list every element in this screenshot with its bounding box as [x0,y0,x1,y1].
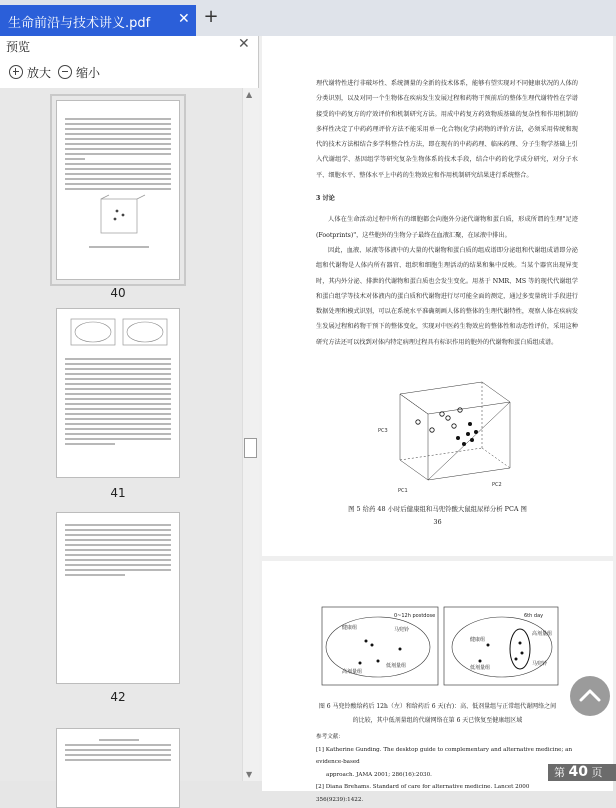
paragraph: 理代谢特性进行非破坏性、系统测量的全新的技术体系，能够有望实现对不同健康状况的人体的分类识别，以及对同一个生物体在疾病发生发展过程和药物干预前后的整体生理代谢特性在学谱接受的中药复方的疗效评价和机制研究方法。用成中药复方药效物质基础的复杂性和作用机制的多样性决定了中药药理评价方法不能采用单一化合物(化学)药物的评价方法，必须采用传统和现代的技术方法相结合多学科整合性方法，即在现有的中药药理、临床药理、分子生物学基础上引入代谢组学、基因组学等研究复杂生物体系的技术手段，结合中药的化学成分研究，对分子水平、细胞水平、整体水平上中药的生物效应和作用机制研究结果进行系统整合。 [316,80,578,179]
zoom-out-icon [58,65,72,79]
pdf-page-41 [262,561,613,803]
zoom-out-button[interactable] [58,63,100,81]
group-label: 马兜铃 [532,661,548,667]
scrollbar-handle[interactable] [244,438,257,458]
close-tab-icon[interactable]: ✕ [178,11,190,27]
chevron-up-icon [570,676,610,716]
panel-title: 6th day [524,613,544,619]
zoom-in-button[interactable] [9,63,51,81]
close-sidebar-icon[interactable]: ✕ [238,36,250,52]
thumbnail-number: 42 [110,690,126,704]
figure-caption: 的比较，其中低剂量组的代谢网络在第 6 天已恢复至健康组区域 [352,717,523,724]
document-tab[interactable] [0,5,196,36]
thumbnail-number: 41 [110,486,126,500]
group-label: 健康组 [342,625,358,631]
page-indicator-label: 第 [554,766,565,779]
paragraph: 人体在生命活动过程中所有的细胞都会向胞外分泌代谢物和蛋白质，形成所谓的生理"足迹(Footprints)"，这些胞外的生物分子最终在血液汇聚，在尿液中排出。 [316,216,578,239]
axis-label: PC1 [398,488,408,494]
reference-item: [2] Diana Brehams. Standard of care for alternative medicine. Lancet 2000 356(9239):1422. [316,784,530,803]
zoom-out-label: 缩小 [76,65,101,80]
zoom-in-icon [9,65,23,79]
pca-3d-plot [372,374,522,499]
thumbnail-list [0,88,242,781]
group-label: 低剂量组 [470,665,491,671]
references-title: 参考文献： [316,734,344,740]
page-number: 36 [433,518,442,526]
group-label: 高剂量组 [532,631,553,637]
axis-label: PC3 [378,428,388,434]
current-page-number: 40 [568,764,588,780]
tab-title: 生命前沿与技术讲义.pdf [8,16,151,31]
zoom-in-label: 放大 [27,65,52,80]
paragraph: 因此，血液、尿液等体液中的大量的代谢物和蛋白质的组成谱即分泌组和代谢组成谱即分泌组和代谢物是人体内所有器官、组织和细胞生理活动的结果和集中反映。当某个器官出现异变时，其内外分泌、排泄的代谢物和蛋白质也会发生变化。用基于 NMR、MS 等的现代代谢组学和蛋白组学等技术对体液内的蛋白质和代谢物进行尽可能全面的测定，通过多变量统计手段进行数据处理和模式识别，可以在系统水平准确刻画人体的整体的生理代谢特性，观察人体在疾病发生发展过程和药物干预下的整体变化，实现对中医药生物效应的整体性和动态性评价，采用这种研究方法还可以找到对体内特定病理过程具有标识作用的胞外的代谢物和蛋白质组成谱。 [316,246,578,346]
pdf-page-40 [262,36,613,556]
page-indicator-suffix: 页 [591,766,603,779]
scroll-to-top-button[interactable] [570,676,610,716]
thumbnail-page-42[interactable] [56,512,180,684]
thumbnail-chart [57,193,181,243]
thumbnail-page-43[interactable] [56,728,180,808]
page-indicator[interactable] [548,764,616,781]
references [316,731,578,807]
group-label: 健康组 [470,637,486,643]
panel-title: 0~12h postdose [394,613,436,619]
figure-caption: 图 5 给药 48 小时后健康组和马兜铃酸大鼠组尿样分析 PCA 图 [348,505,527,513]
tab-bar [0,0,616,36]
axis-label: PC2 [492,482,502,488]
thumbnail-page-41[interactable] [56,308,180,478]
reference-item: [1] Katherine Gunding. The desktop guide to complementary and alternative medicine; an evidence-based [316,746,573,766]
sidebar-title: 预览 [6,40,31,54]
group-label: 马兜铃 [394,627,410,633]
reference-item: approach. JAMA 2001; 286(16):2030. [326,771,432,778]
thumbnail-number: 40 [110,286,126,300]
scroll-up-arrow-icon[interactable]: ▲ [246,90,253,99]
group-label: 低剂量组 [386,663,407,669]
scroll-down-arrow-icon[interactable]: ▼ [246,770,253,779]
network-figure [320,605,560,687]
page-body-text [316,76,578,350]
preview-sidebar [0,36,259,781]
thumbnail-page-40[interactable] [56,100,180,280]
sidebar-scrollbar[interactable] [242,88,259,781]
document-viewer[interactable] [259,36,616,803]
group-label: 高剂量组 [342,669,363,675]
thumbnail-figure [57,309,181,355]
new-tab-icon[interactable]: + [203,6,219,27]
section-heading: 3 讨论 [316,195,335,203]
figure-caption: 图 6 马兜铃酸给药后 12h（左）和给药后 6 天(右)：高、低剂量组与正常组代谢网络之间 [318,703,557,710]
